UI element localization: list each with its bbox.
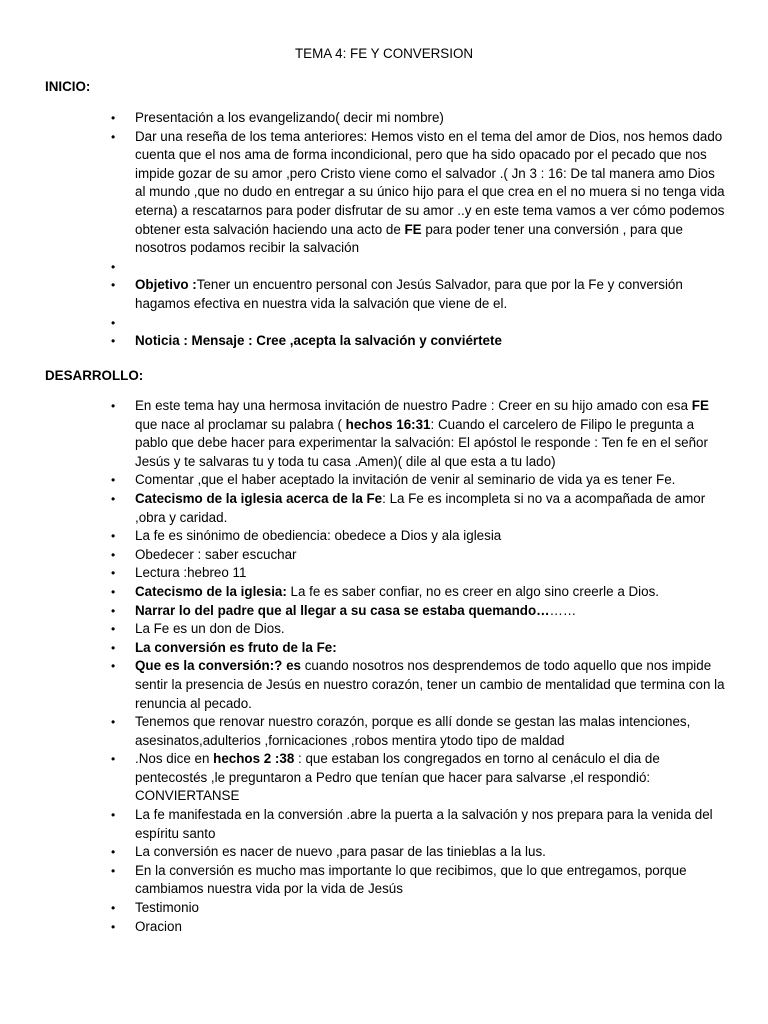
bold-text: La conversión es fruto de la Fe: bbox=[135, 639, 337, 655]
body-text: La fe es saber confiar, no es creer en algo sino creerle a Dios. bbox=[286, 583, 659, 599]
body-text: …… bbox=[549, 602, 577, 618]
list-item bbox=[135, 602, 725, 621]
body-text: : La Fe es incompleta si no va a acompañada de amor ,obra y caridad. bbox=[135, 490, 706, 525]
list-item bbox=[135, 471, 725, 490]
body-text: Presentación a los evangelizando( decir mi nombre) bbox=[135, 110, 444, 125]
list-item bbox=[135, 258, 725, 277]
body-text: Obedecer : saber escuchar bbox=[135, 546, 297, 562]
body-text: cuando nosotros nos desprendemos de todo aquello que nos impide sentir la presencia de Jesús en nuestro corazón, tener un cambio de mentalidad que termina con la renuncia al pecado. bbox=[135, 658, 725, 711]
bold-text: Objetivo : bbox=[135, 277, 197, 293]
list-item bbox=[135, 750, 725, 806]
body-text: Comentar ,que el haber aceptado la invitación de venir al seminario de vida ya es tener Fe. bbox=[135, 472, 676, 488]
body-text: Testimonio bbox=[135, 900, 200, 916]
list-item bbox=[135, 862, 725, 899]
bold-text: Catecismo de la iglesia: bbox=[135, 583, 287, 599]
body-text: En la conversión es mucho mas importante lo que recibimos, que lo que entregamos, porque cambiamos nuestra vida por la vida de Jesús bbox=[135, 862, 687, 897]
body-text: Tener un encuentro personal con Jesús Salvador, para que por la Fe y conversión hagamos efectiva en nuestra vida la salvación que viene de el. bbox=[135, 277, 683, 311]
list-item bbox=[135, 332, 725, 351]
list-item bbox=[135, 899, 725, 918]
bold-text: FE bbox=[691, 398, 709, 413]
body-text: Tenemos que renovar nuestro corazón, porque es allí donde se gestan las malas intenciones, asesinatos,adulterios ,fornicaciones ,robos mentira ytodo tipo de maldad bbox=[135, 714, 691, 748]
body-text: En este tema hay una hermosa invitación de nuestro Padre : Creer en su hijo amado con esa bbox=[135, 398, 692, 413]
list-item bbox=[135, 109, 725, 128]
bold-text: hechos 2 :38 bbox=[213, 751, 295, 767]
list-item bbox=[135, 620, 725, 639]
list-item bbox=[135, 527, 725, 546]
body-text: Dar una reseña de los tema anteriores: Hemos visto en el tema del amor de Dios, nos hemos dado cuenta que el nos ama de forma incondicional, pero que ha sido opacado por el pecado que nos impide gozar de su amor ,pero Cristo viene como el salvador .( Jn 3 : 16: De tal manera amo Dios al mundo ,que no dudo en entregar a su único hijo para el que crea en el no muera si no tenga vida eterna) a rescatarnos para poder disfrutar de su amor ..y en este tema vamos a ver cómo podemos obtener esta salvación haciendo una acto de bbox=[135, 128, 725, 237]
list-item bbox=[135, 314, 725, 333]
list-item bbox=[135, 546, 725, 565]
list-item bbox=[135, 397, 725, 471]
list-item bbox=[135, 713, 725, 750]
list-item bbox=[135, 564, 725, 583]
list-item bbox=[135, 490, 725, 527]
desarrollo-heading: DESARROLLO: bbox=[45, 368, 144, 383]
bold-text: Que es la conversión:? es bbox=[135, 658, 301, 674]
list-item bbox=[135, 918, 725, 937]
body-text: para poder tener una conversión , para que nosotros podamos recibir la salvación bbox=[135, 221, 683, 256]
list-item bbox=[135, 128, 725, 258]
page-title: TEMA 4: FE Y CONVERSION bbox=[294, 46, 474, 61]
body-text: que nace al proclamar su palabra ( bbox=[135, 416, 346, 432]
list-item bbox=[135, 583, 725, 602]
body-text: La conversión es nacer de nuevo ,para pasar de las tinieblas a la lus. bbox=[135, 844, 546, 860]
desarrollo-list bbox=[135, 397, 725, 936]
body-text: .Nos dice en bbox=[135, 751, 214, 767]
body-text: La Fe es un don de Dios. bbox=[135, 621, 285, 637]
body-text: Oracion bbox=[135, 918, 182, 934]
body-text: La fe manifestada en la conversión .abre la puerta a la salvación y nos prepara para la venida del espíritu santo bbox=[135, 807, 713, 841]
body-text: : Cuando el carcelero de Filipo le pregunta a pablo que debe hacer para experimentar la salvación: El apóstol le responde : Ten fe en el señor Jesús y te salvaras tu y toda tu casa .Amen)( dile al que esta a tu lado) bbox=[135, 416, 708, 469]
list-item bbox=[135, 276, 725, 313]
bold-text: FE bbox=[404, 221, 422, 237]
body-text: Lectura :hebreo 11 bbox=[135, 565, 247, 581]
inicio-heading: INICIO: bbox=[45, 79, 91, 94]
body-text: La fe es sinónimo de obediencia: obedece a Dios y ala iglesia bbox=[135, 528, 502, 544]
list-item bbox=[135, 806, 725, 843]
list-item bbox=[135, 843, 725, 862]
bold-text: Noticia : Mensaje : Cree ,acepta la salvación y conviértete bbox=[135, 333, 502, 349]
list-item bbox=[135, 639, 725, 658]
bold-text: Narrar lo del padre que al llegar a su casa se estaba quemando… bbox=[135, 602, 550, 618]
bold-text: hechos 16:31 bbox=[345, 416, 431, 432]
list-item bbox=[135, 657, 725, 713]
bold-text: Catecismo de la iglesia acerca de la Fe bbox=[135, 490, 383, 506]
body-text: : que estaban los congregados en torno al cenáculo el dia de pentecostés ,le preguntaron a Pedro que tenían que hacer para salvarse ,el respondió: CONVIERTANSE bbox=[135, 751, 660, 804]
inicio-list bbox=[135, 109, 725, 351]
